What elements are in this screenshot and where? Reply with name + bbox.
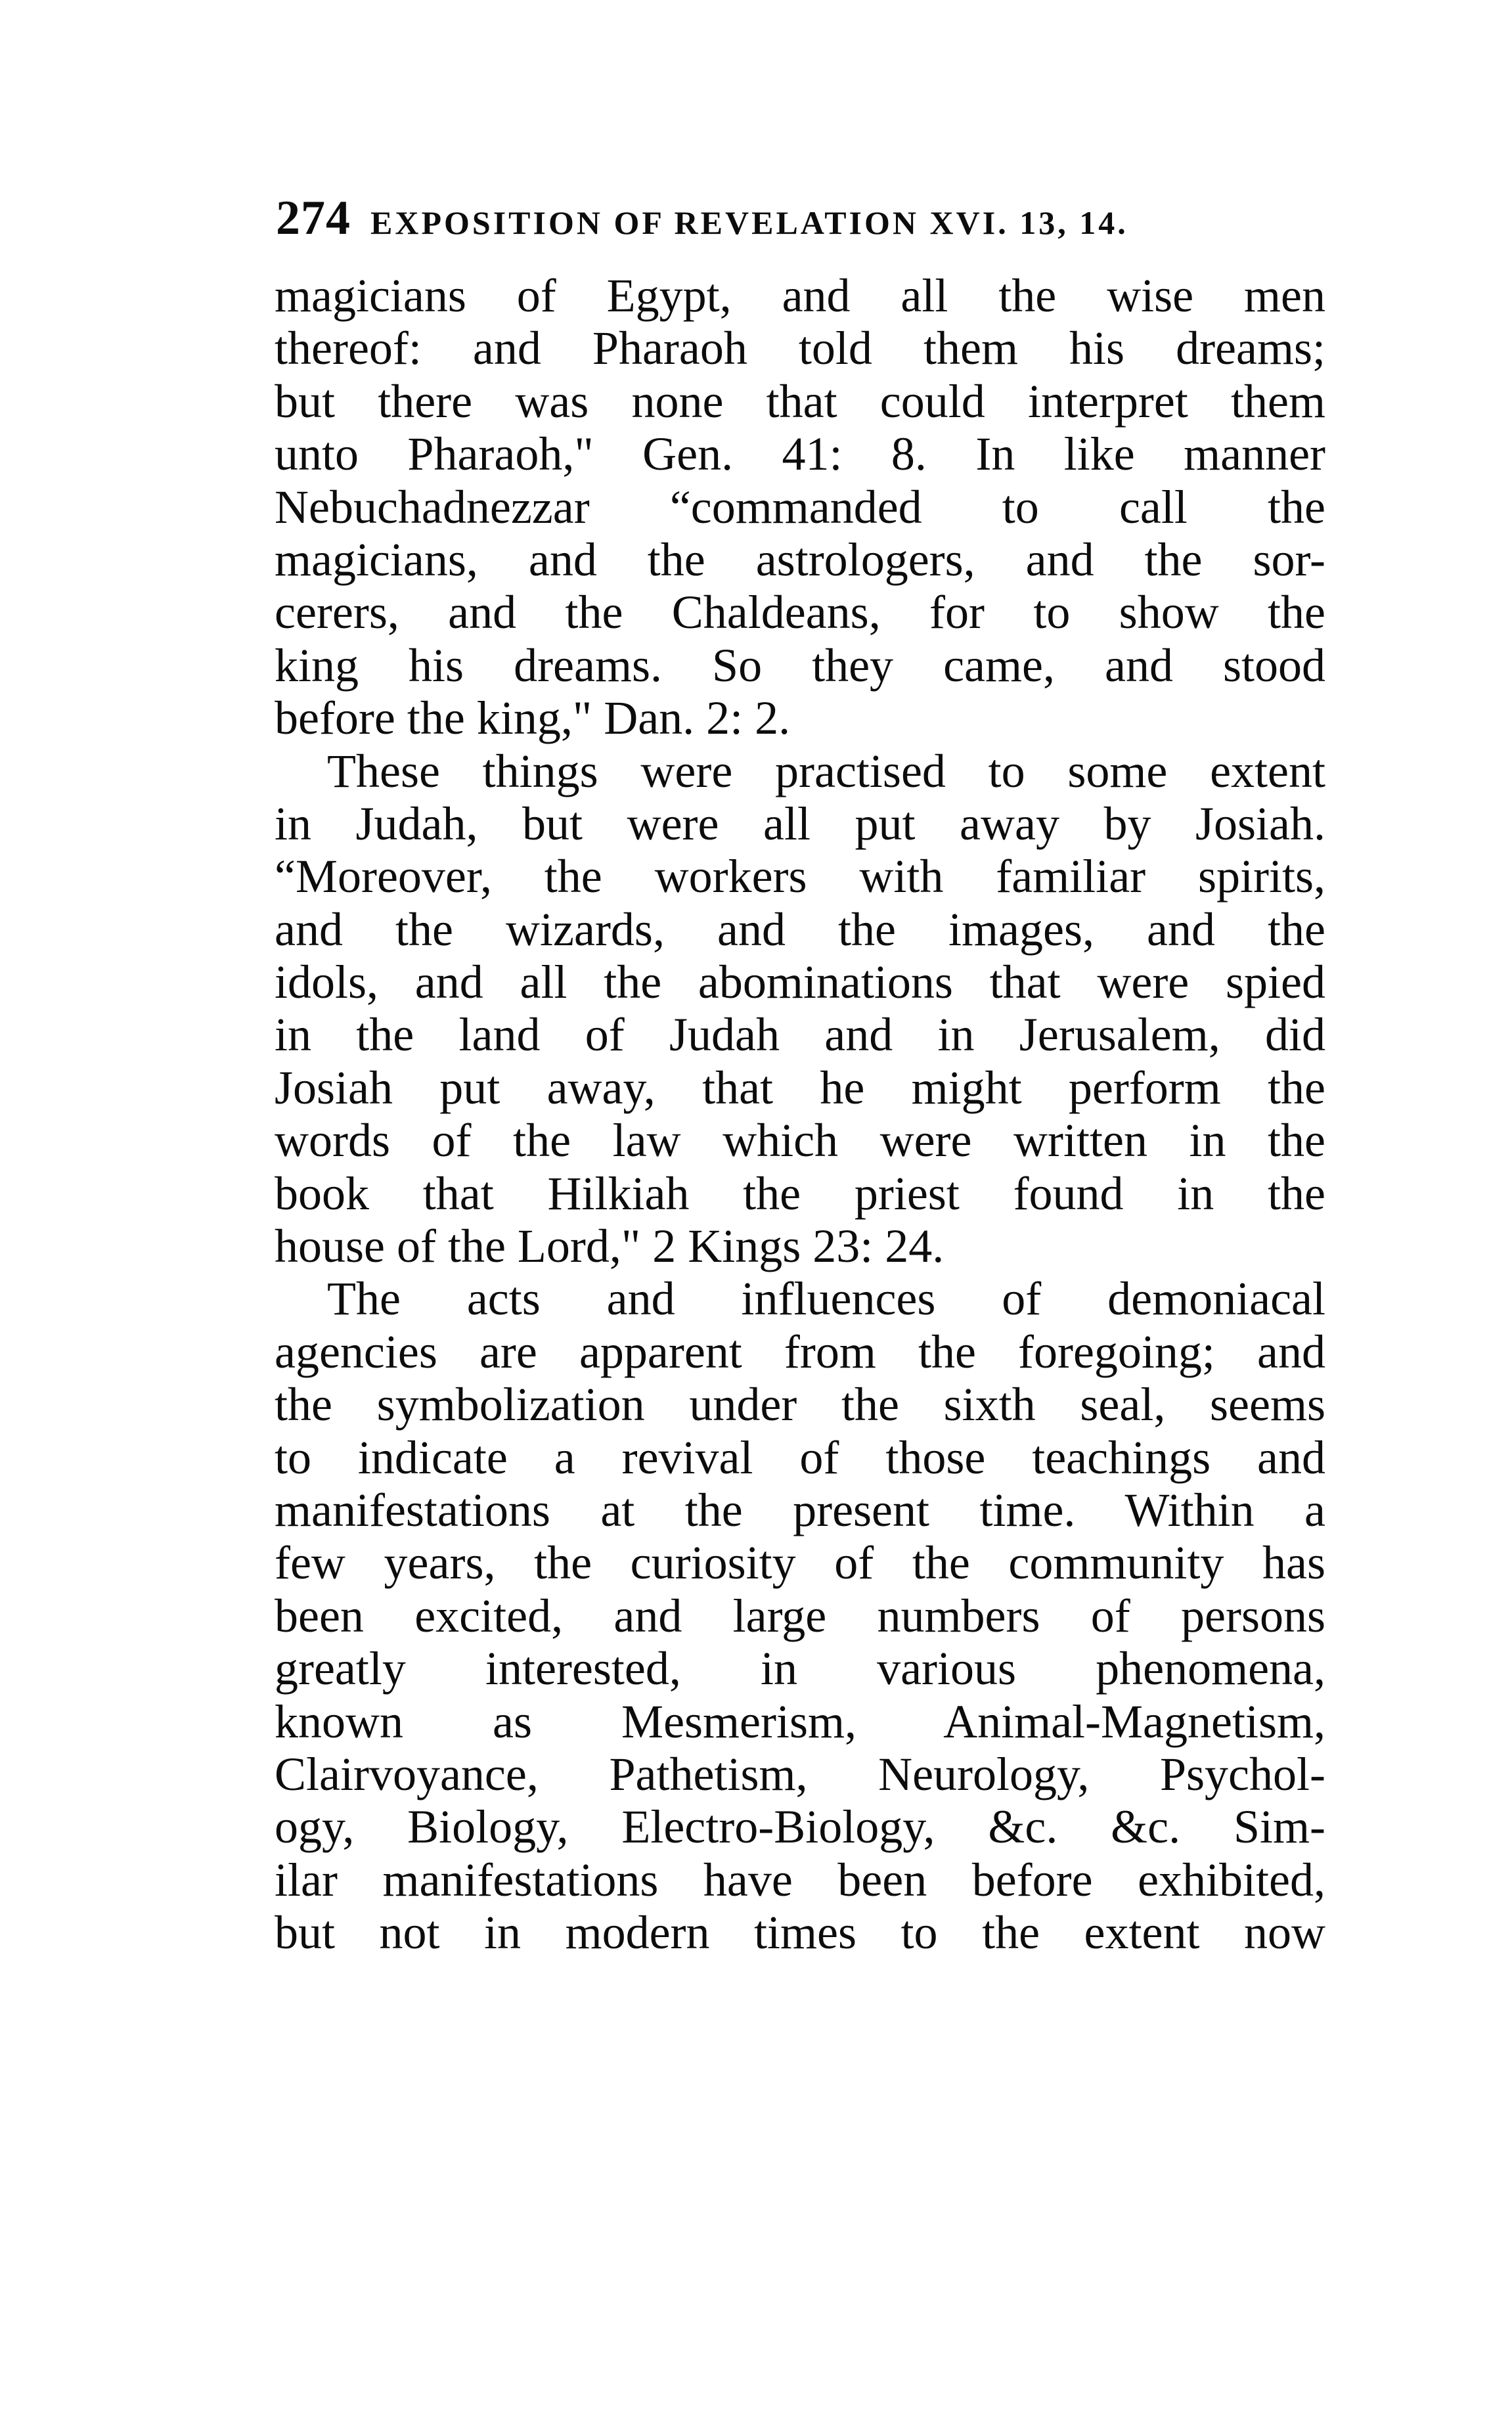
text-line: agencies are apparent from the foregoing; and [275, 1325, 1325, 1378]
text-line: thereof: and Pharaoh told them his dreams; [275, 322, 1325, 375]
text-line: few years, the curiosity of the community has [275, 1536, 1325, 1590]
text-line: before the king," Dan. 2: 2. [275, 692, 791, 745]
text-line: These things were practised to some extent [327, 744, 1325, 797]
text-line: but there was none that could interpret them [275, 374, 1325, 428]
text-line: Nebuchadnezzar “commanded to call the [275, 480, 1325, 533]
text-line: greatly interested, in various phenomena, [275, 1642, 1325, 1695]
text-line: been excited, and large numbers of persons [275, 1589, 1325, 1642]
running-head [276, 190, 1327, 250]
text-line: in the land of Judah and in Jerusalem, did [275, 1008, 1325, 1061]
text-line: words of the law which were written in the [275, 1114, 1325, 1167]
text-line: manifestations at the present time. Within a [275, 1483, 1325, 1536]
text-line: but not in modern times to the extent now [275, 1906, 1325, 1959]
body-text [275, 269, 1325, 1959]
text-line: Josiah put away, that he might perform the [275, 1061, 1325, 1114]
text-line: magicians, and the astrologers, and the sor- [275, 533, 1325, 586]
text-line: Clairvoyance, Pathetism, Neurology, Psychol- [275, 1747, 1325, 1800]
running-head-title: EXPOSITION OF REVELATION XVI. 13, 14. [370, 204, 1128, 241]
page-number: 274 [276, 191, 351, 245]
text-line: ogy, Biology, Electro-Biology, &c. &c. Sim- [275, 1800, 1325, 1854]
text-line: to indicate a revival of those teachings and [275, 1431, 1325, 1484]
text-line: known as Mesmerism, Animal-Magnetism, [275, 1695, 1325, 1748]
text-line: “Moreover, the workers with familiar spirits, [275, 850, 1325, 903]
text-line: and the wizards, and the images, and the [275, 903, 1325, 956]
text-line: cerers, and the Chaldeans, for to show the [275, 586, 1325, 639]
text-line: the symbolization under the sixth seal, seems [275, 1378, 1325, 1431]
text-line: book that Hilkiah the priest found in the [275, 1167, 1325, 1220]
text-line: in Judah, but were all put away by Josiah. [275, 797, 1325, 850]
text-line: ilar manifestations have been before exhibited, [275, 1853, 1325, 1906]
text-line: king his dreams. So they came, and stood [275, 638, 1325, 692]
text-line: The acts and influences of demoniacal [327, 1272, 1325, 1326]
text-line: unto Pharaoh," Gen. 41: 8. In like manner [275, 428, 1325, 481]
text-line: house of the Lord," 2 Kings 23: 24. [275, 1220, 945, 1273]
text-line: magicians of Egypt, and all the wise men [275, 269, 1325, 322]
text-line: idols, and all the abominations that were spied [275, 956, 1325, 1009]
